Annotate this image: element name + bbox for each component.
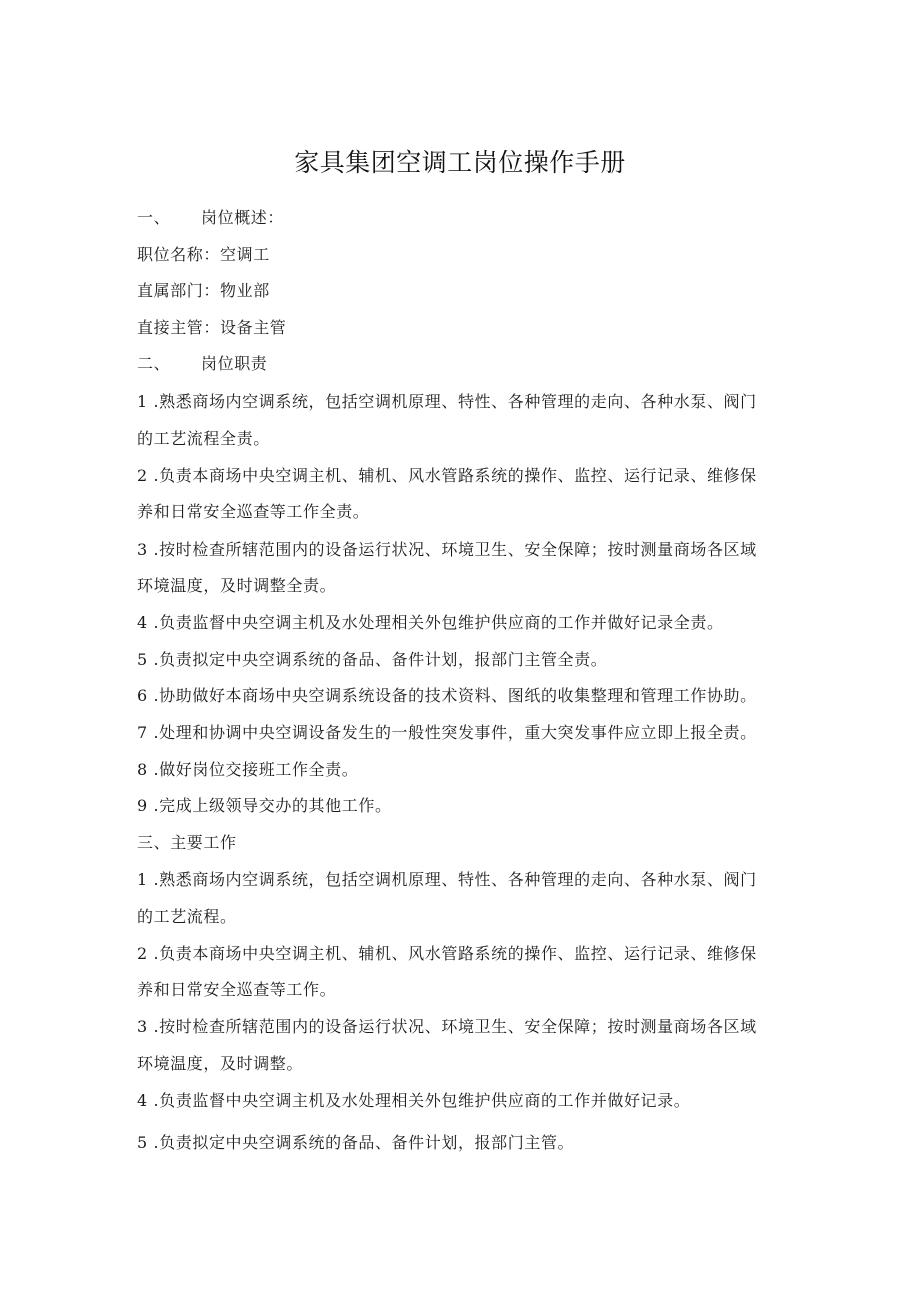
work-line: 3 .按时检查所辖范围内的设备运行状况、环境卫生、安全保障；按时测量商场各区域 xyxy=(137,1017,757,1036)
duty-line: 养和日常安全巡查等工作全责。 xyxy=(137,502,370,521)
duty-line: 的工艺流程全责。 xyxy=(137,429,270,448)
work-line: 养和日常安全巡查等工作。 xyxy=(137,980,337,999)
duty-line: 1 .熟悉商场内空调系统，包括空调机原理、特性、各种管理的走向、各种水泵、阀门 xyxy=(137,392,757,411)
document-title: 家具集团空调工岗位操作手册 xyxy=(294,148,626,177)
section-number: 二、 xyxy=(137,354,171,373)
section-heading-main-work: 三、主要工作 xyxy=(137,833,237,852)
duty-line: 4 .负责监督中央空调主机及水处理相关外包维护供应商的工作并做好记录全责。 xyxy=(137,613,724,632)
duty-line: 5 .负责拟定中央空调系统的备品、备件计划，报部门主管全责。 xyxy=(137,650,608,669)
info-supervisor: 直接主管：设备主管 xyxy=(137,318,287,337)
work-line: 2 .负责本商场中央空调主机、辅机、风水管路系统的操作、监控、运行记录、维修保 xyxy=(137,944,757,963)
duty-line: 6 .协助做好本商场中央空调系统设备的技术资料、图纸的收集整理和管理工作协助。 xyxy=(137,686,757,705)
work-line: 4 .负责监督中央空调主机及水处理相关外包维护供应商的工作并做好记录。 xyxy=(137,1091,691,1110)
section-title: 岗位概述： xyxy=(201,208,285,227)
info-position: 职位名称：空调工 xyxy=(137,245,270,264)
section-number: 一、 xyxy=(137,208,171,227)
duty-line: 环境温度，及时调整全责。 xyxy=(137,576,337,595)
work-line: 的工艺流程。 xyxy=(137,907,237,926)
section-heading-duties xyxy=(137,354,267,374)
work-line: 1 .熟悉商场内空调系统，包括空调机原理、特性、各种管理的走向、各种水泵、阀门 xyxy=(137,870,757,889)
duty-line: 8 .做好岗位交接班工作全责。 xyxy=(137,760,359,779)
info-department: 直属部门：物业部 xyxy=(137,281,270,300)
section-heading-overview xyxy=(137,208,284,228)
duty-line: 2 .负责本商场中央空调主机、辅机、风水管路系统的操作、监控、运行记录、维修保 xyxy=(137,466,757,485)
section-title: 岗位职责 xyxy=(201,354,268,373)
duty-line: 9 .完成上级领导交办的其他工作。 xyxy=(137,796,392,815)
duty-line: 3 .按时检查所辖范围内的设备运行状况、环境卫生、安全保障；按时测量商场各区域 xyxy=(137,540,757,559)
duty-line: 7 .处理和协调中央空调设备发生的一般性突发事件，重大突发事件应立即上报全责。 xyxy=(137,723,757,742)
work-line: 环境温度，及时调整。 xyxy=(137,1054,304,1073)
work-line: 5 .负责拟定中央空调系统的备品、备件计划，报部门主管。 xyxy=(137,1133,575,1152)
